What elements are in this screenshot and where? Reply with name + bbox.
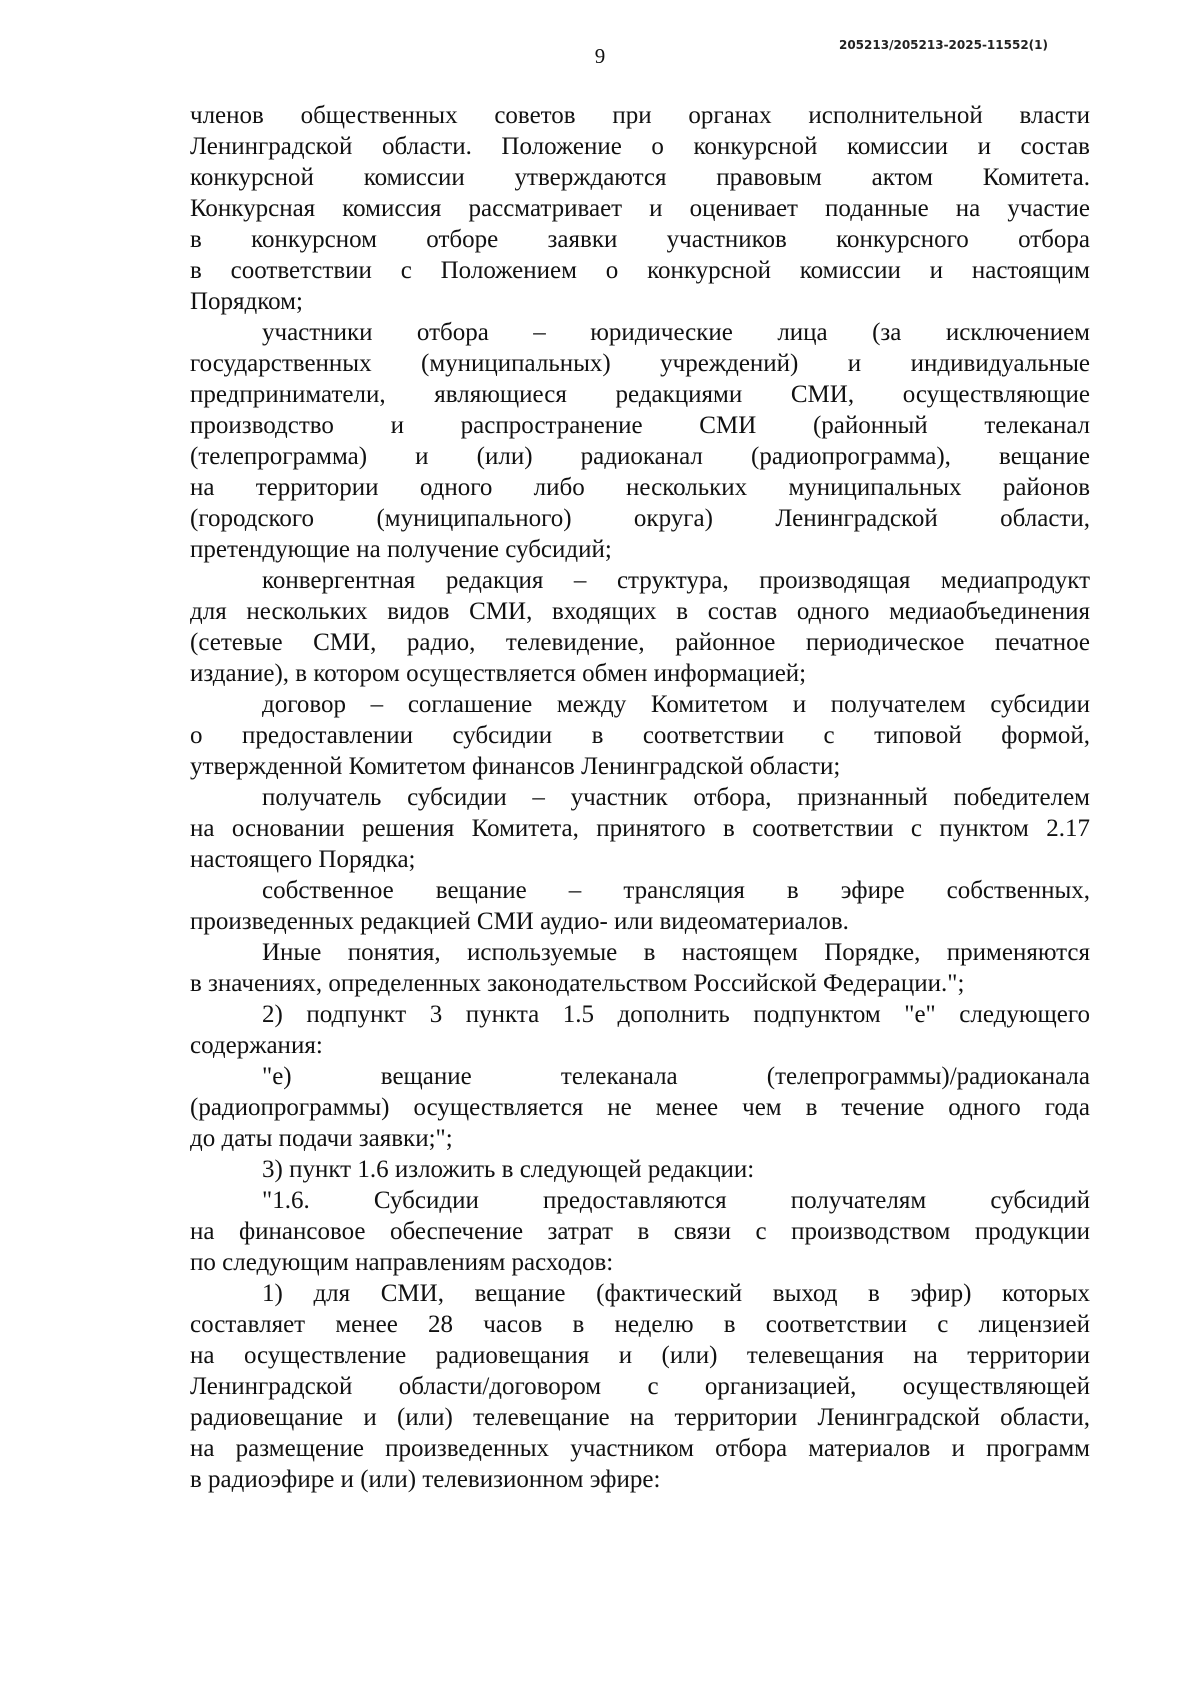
text-line: производство и распространение СМИ (районный телеканал	[190, 412, 1090, 439]
text-line: для нескольких видов СМИ, входящих в состав одного медиаобъединения	[190, 598, 1090, 625]
text-line: на основании решения Комитета, принятого в соответствии с пунктом 2.17	[190, 815, 1090, 842]
text-line: на размещение произведенных участником отбора материалов и программ	[190, 1435, 1090, 1462]
text-line: составляет менее 28 часов в неделю в соответствии с лицензией	[190, 1311, 1090, 1338]
text-line: получатель субсидии – участник отбора, признанный победителем	[262, 784, 1090, 811]
text-line: в конкурсном отборе заявки участников конкурсного отбора	[190, 226, 1090, 253]
text-line: до даты подачи заявки;";	[190, 1125, 453, 1152]
text-line: претендующие на получение субсидий;	[190, 536, 612, 563]
text-line: предприниматели, являющиеся редакциями СМИ, осуществляющие	[190, 381, 1090, 408]
text-line: "1.6. Субсидии предоставляются получателям субсидий	[262, 1187, 1090, 1214]
text-line: Ленинградской области/договором с организацией, осуществляющей	[190, 1373, 1090, 1400]
text-line: в значениях, определенных законодательством Российской Федерации.";	[190, 970, 965, 997]
text-line: содержания:	[190, 1032, 323, 1059]
text-line: радиовещание и (или) телевещание на территории Ленинградской области,	[190, 1404, 1090, 1431]
text-line: на финансовое обеспечение затрат в связи с производством продукции	[190, 1218, 1090, 1245]
text-line: конкурсной комиссии утверждаются правовым актом Комитета.	[190, 164, 1090, 191]
text-line: на территории одного либо нескольких муниципальных районов	[190, 474, 1090, 501]
text-line: членов общественных советов при органах исполнительной власти	[190, 102, 1090, 129]
text-line: Ленинградской области. Положение о конкурсной комиссии и состав	[190, 133, 1090, 160]
text-line: на осуществление радиовещания и (или) телевещания на территории	[190, 1342, 1090, 1369]
text-line: 1) для СМИ, вещание (фактический выход в эфир) которых	[262, 1280, 1090, 1307]
text-line: собственное вещание – трансляция в эфире собственных,	[262, 877, 1090, 904]
text-line: 3) пункт 1.6 изложить в следующей редакции:	[262, 1156, 755, 1183]
document-registration-number: 205213/205213-2025-11552(1)	[838, 38, 1048, 52]
text-line: произведенных редакцией СМИ аудио- или видеоматериалов.	[190, 908, 849, 935]
text-line: в радиоэфире и (или) телевизионном эфире:	[190, 1466, 661, 1493]
text-line: утвержденной Комитетом финансов Ленинградской области;	[190, 753, 841, 780]
page-number: 9	[594, 44, 606, 68]
document-body	[190, 100, 1090, 1495]
text-line: конвергентная редакция – структура, производящая медиапродукт	[262, 567, 1090, 594]
text-line: 2) подпункт 3 пункта 1.5 дополнить подпунктом "е" следующего	[262, 1001, 1090, 1028]
text-line: "е) вещание телеканала (телепрограммы)/радиоканала	[262, 1063, 1090, 1090]
text-line: о предоставлении субсидии в соответствии с типовой формой,	[190, 722, 1090, 749]
text-line: государственных (муниципальных) учреждений) и индивидуальные	[190, 350, 1090, 377]
text-line: Конкурсная комиссия рассматривает и оценивает поданные на участие	[190, 195, 1090, 222]
text-line: участники отбора – юридические лица (за исключением	[262, 319, 1090, 346]
text-line: по следующим направлениям расходов:	[190, 1249, 614, 1276]
text-line: в соответствии с Положением о конкурсной комиссии и настоящим	[190, 257, 1090, 284]
text-line: (радиопрограммы) осуществляется не менее чем в течение одного года	[190, 1094, 1090, 1121]
text-line: Иные понятия, используемые в настоящем Порядке, применяются	[262, 939, 1090, 966]
text-line: (телепрограмма) и (или) радиоканал (радиопрограмма), вещание	[190, 443, 1090, 470]
text-line: настоящего Порядка;	[190, 846, 416, 873]
text-line: договор – соглашение между Комитетом и получателем субсидии	[262, 691, 1090, 718]
text-line: издание), в котором осуществляется обмен информацией;	[190, 660, 807, 687]
text-line: (городского (муниципального) округа) Ленинградской области,	[190, 505, 1090, 532]
text-line: (сетевые СМИ, радио, телевидение, районное периодическое печатное	[190, 629, 1090, 656]
text-line: Порядком;	[190, 288, 303, 315]
